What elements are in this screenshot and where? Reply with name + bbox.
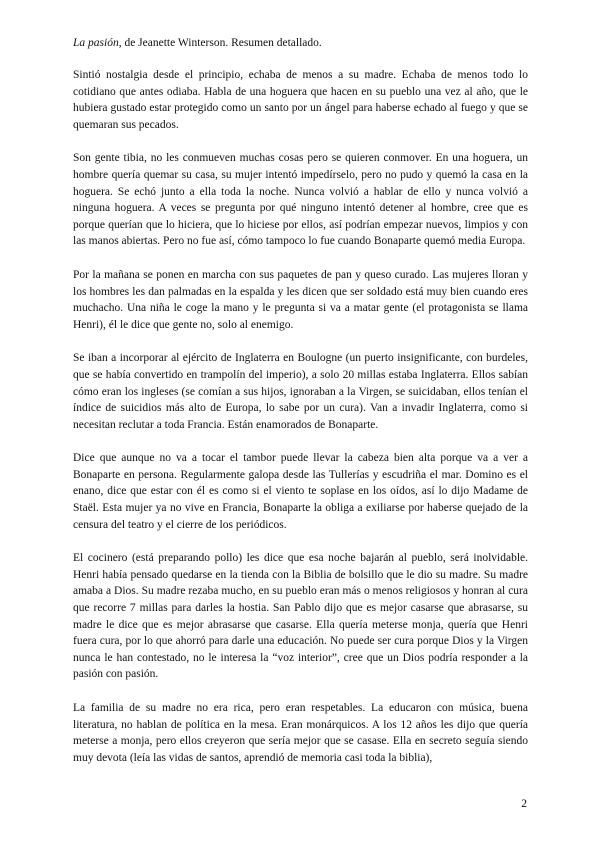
paragraph: Son gente tibia, no les conmueven muchas cosas pero se quieren conmover. En una hoguera, un hombre quería quemar su casa, su mujer intentó impedírselo, pero no pudo y quemó la casa en la hoguera. Se echó junto a ella toda la noche. Nunca volvió a hablar de ello y nunca volvió a ninguna hoguera. A veces se pregunta por qué ninguno intentó detener al hombre, cree que es porque querían que lo hiciera, que lo hiciese por ellos, así podrían empezar nuevos, limpios y con las manos abiertas. Pero no fue así, cómo tampoco lo fue cuando Bonaparte quemó media Europa. xyxy=(73,152,528,248)
paragraph: El cocinero (está preparando pollo) les dice que esa noche bajarán al pueblo, será inolvidable. Henri había pensado quedarse en la tienda con la Biblia de bolsillo que le dio su madre. Su madre amaba a Dios. Su madre rezaba mucho, en su pueblo eran más o menos religiosos y honran al cura que recorre 7 millas para darles la hostia. San Pablo dijo que es mejor casarse que abrasarse, su madre le dice que es mejor abrasarse que casarse. Ella quería meterse monja, quería que Henri fuera cura, por lo que ahorró para darle una educación. No puede ser cura porque Dios y la Virgen nunca le han contestado, no le interesa la “voz interior”, cree que un Dios podría responder a la pasión con pasión. xyxy=(73,552,528,681)
paragraph: Dice que aunque no va a tocar el tambor puede llevar la cabeza bien alta porque va a ver a Bonaparte en persona. Regularmente galopa desde las Tullerías y escudriña el mar. Domino es el enano, dice que estar con él es como si el viento te soplase en los oídos, así lo dijo Madame de Staël. Esta mujer ya no vive en Francia, Bonaparte la obliga a exiliarse por haberse quejado de la censura del teatro y el cierre de los periódicos. xyxy=(73,452,528,531)
page-number: 2 xyxy=(521,798,527,810)
paragraph: Por la mañana se ponen en marcha con sus paquetes de pan y queso curado. Las mujeres lloran y los hombres les dan palmadas en la espalda y les dicen que ser soldado está muy bien cuando eres muchacho. Una niña le coge la mano y le pregunta si va a matar gente (el protagonista se llama Henri), él le dice que gente no, solo al enemigo. xyxy=(73,268,528,331)
header-work-title: La pasión xyxy=(73,37,119,49)
paragraph: La familia de su madre no era rica, pero eran respetables. La educaron con música, buena literatura, no hablan de política en la mesa. Eran monárquicos. A los 12 años les dijo que quería meterse a monja, pero ellos creyeron que sería mejor que se casase. Ella en secreto seguía siendo muy devota (leía las vidas de santos, aprendió de memoria casi toda la biblia), xyxy=(73,702,528,764)
body-text xyxy=(73,67,528,783)
header-subtitle: , de Jeanette Winterson. Resumen detallado. xyxy=(118,37,322,49)
running-header xyxy=(73,36,322,50)
paragraph: Se iban a incorporar al ejército de Inglaterra en Boulogne (un puerto insignificante, con burdeles, que se había convertido en trampolín del imperio), a solo 20 millas estaba Inglaterra. Ellos sabían cómo eran los ingleses (se comían a sus hijos, ignoraban a la Virgen, se suicidaban, ellos tenían el índice de suicidios más alto de Europa, lo sabe por un cura). Van a invadir Inglaterra, como si necesitan reclutar a toda Francia. Están enamorados de Bonaparte. xyxy=(73,352,528,431)
paragraph: Sintió nostalgia desde el principio, echaba de menos a su madre. Echaba de menos todo lo cotidiano que antes odiaba. Habla de una hoguera que hacen en su pueblo una vez al año, que le hubiera gustado estar protegido como un santo por un ángel para haberse echado al fuego y que se quemaran sus pecados. xyxy=(73,69,528,131)
